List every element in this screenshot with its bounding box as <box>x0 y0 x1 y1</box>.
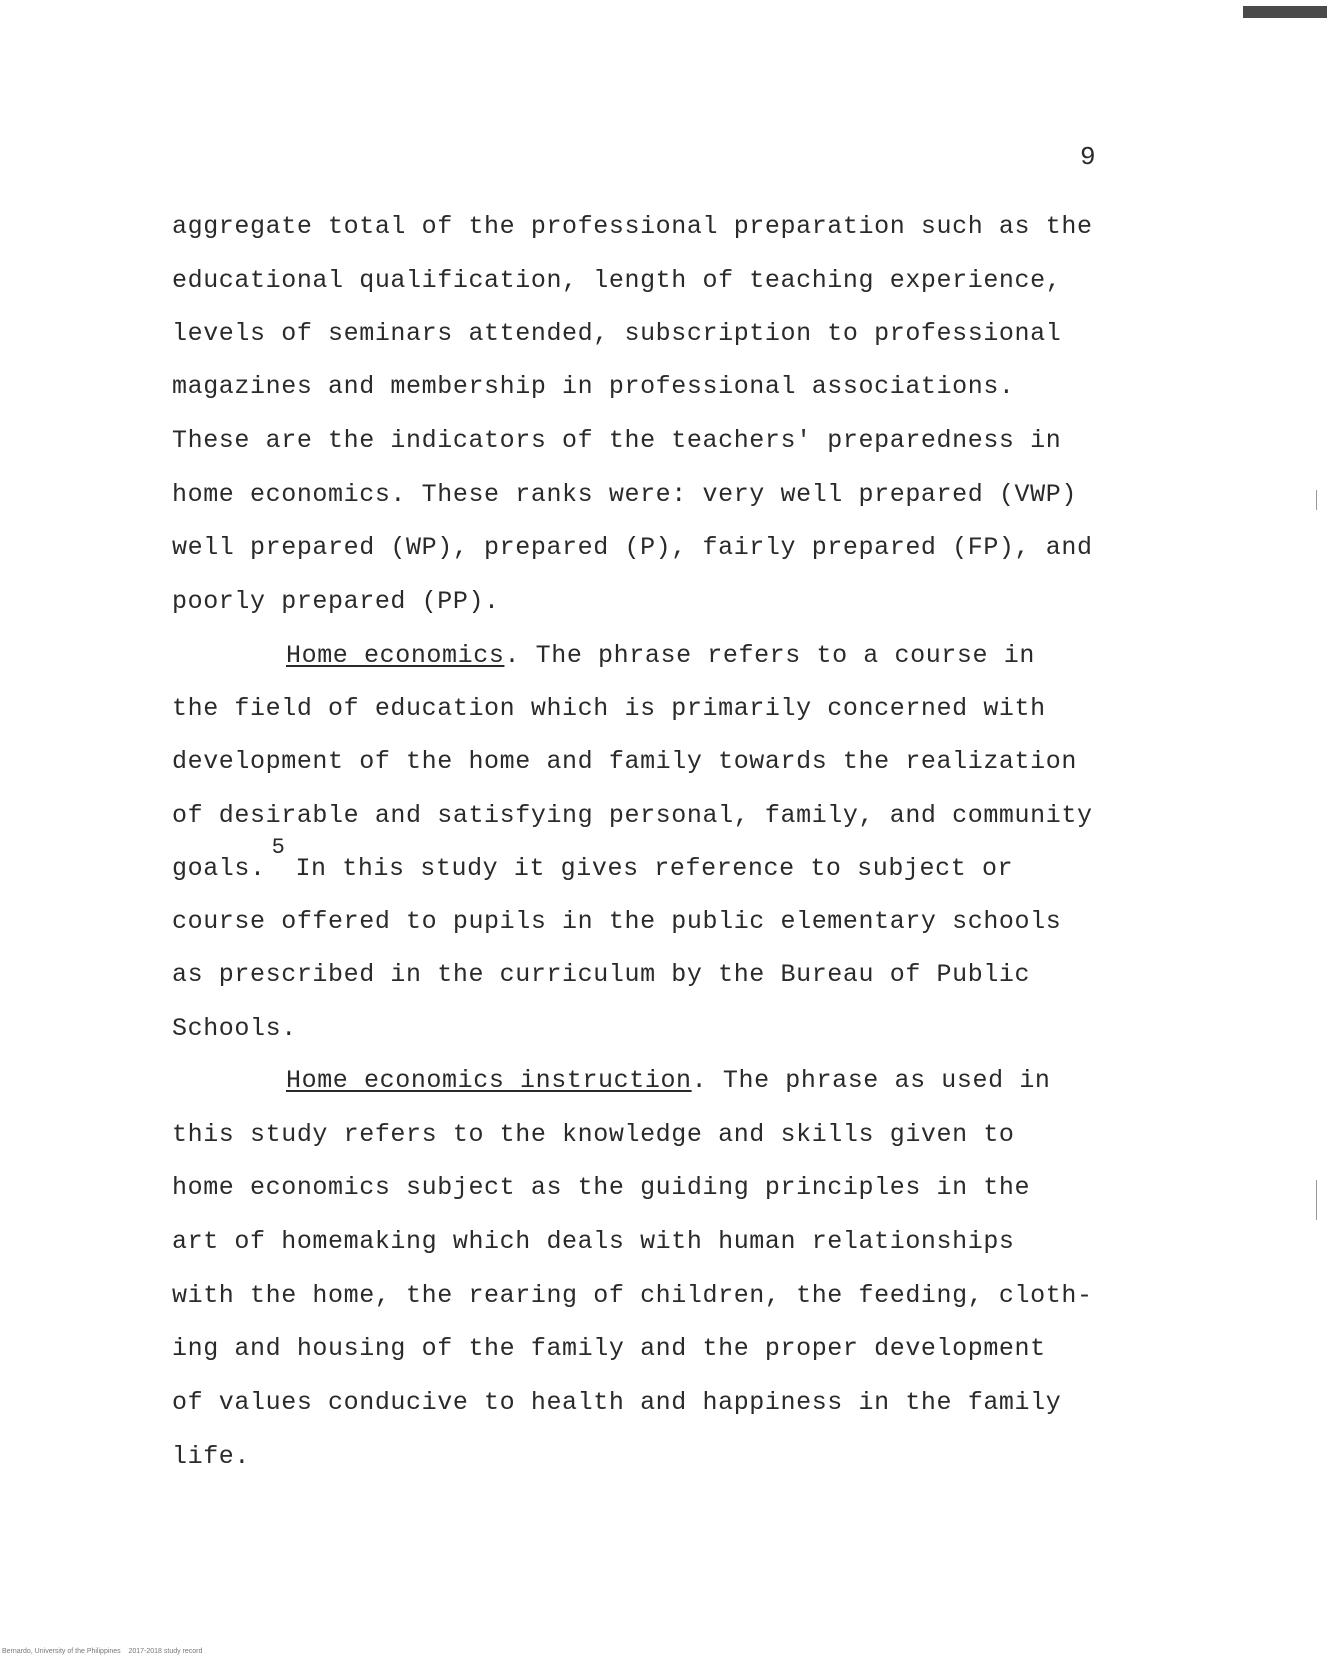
paragraph-line: of values conducive to health and happiness in the family <box>172 1388 1062 1417</box>
paragraph-line <box>172 835 1014 883</box>
paragraph-line: aggregate total of the professional preparation such as the <box>172 212 1093 241</box>
paragraph-line: poorly prepared (PP). <box>172 587 500 616</box>
scan-artifact <box>1316 490 1317 510</box>
line-text: . The phrase refers to a course in <box>504 641 1035 670</box>
paragraph-line: well prepared (WP), prepared (P), fairly prepared (FP), and <box>172 533 1093 562</box>
line-text: In this study it gives reference to subject or <box>295 854 1014 883</box>
paragraph-line: magazines and membership in professional associations. <box>172 372 1015 401</box>
page-number: 9 <box>1080 142 1096 172</box>
paragraph-line: Schools. <box>172 1014 297 1043</box>
scan-mark <box>1243 6 1327 18</box>
paragraph-line: life. <box>172 1442 251 1471</box>
paragraph-line: as prescribed in the curriculum by the Bureau of Public <box>172 960 1031 989</box>
footnote-marker: 5 <box>271 835 286 860</box>
paragraph-line: These are the indicators of the teachers' preparedness in <box>172 426 1062 455</box>
paragraph-line: the field of education which is primarily concerned with <box>172 694 1046 723</box>
scan-artifact <box>1316 1180 1317 1220</box>
line-text: . The phrase as used in <box>691 1066 1051 1095</box>
paragraph-line: course offered to pupils in the public elementary schools <box>172 907 1062 936</box>
paragraph-line: home economics subject as the guiding principles in the <box>172 1173 1031 1202</box>
paragraph-line: art of homemaking which deals with human relationships <box>172 1227 1015 1256</box>
paragraph-line: educational qualification, length of teaching experience, <box>172 266 1062 295</box>
defined-term: Home economics instruction <box>286 1066 692 1095</box>
paragraph-line: ing and housing of the family and the proper development <box>172 1334 1046 1363</box>
paragraph-line: with the home, the rearing of children, the feeding, cloth- <box>172 1281 1093 1310</box>
paragraph-line: development of the home and family towards the realization <box>172 747 1077 776</box>
paragraph-line <box>172 1066 1051 1095</box>
line-text: goals. <box>172 854 266 883</box>
paragraph-line: this study refers to the knowledge and skills given to <box>172 1120 1015 1149</box>
scan-footer: Bernardo, University of the Philippines 2017-2018 study record <box>2 1648 203 1655</box>
paragraph-line <box>172 641 1035 670</box>
paragraph-line: levels of seminars attended, subscription to professional <box>172 319 1062 348</box>
paragraph-line: of desirable and satisfying personal, family, and community <box>172 801 1093 830</box>
defined-term: Home economics <box>286 641 505 670</box>
paragraph-line: home economics. These ranks were: very well prepared (VWP) <box>172 480 1077 509</box>
